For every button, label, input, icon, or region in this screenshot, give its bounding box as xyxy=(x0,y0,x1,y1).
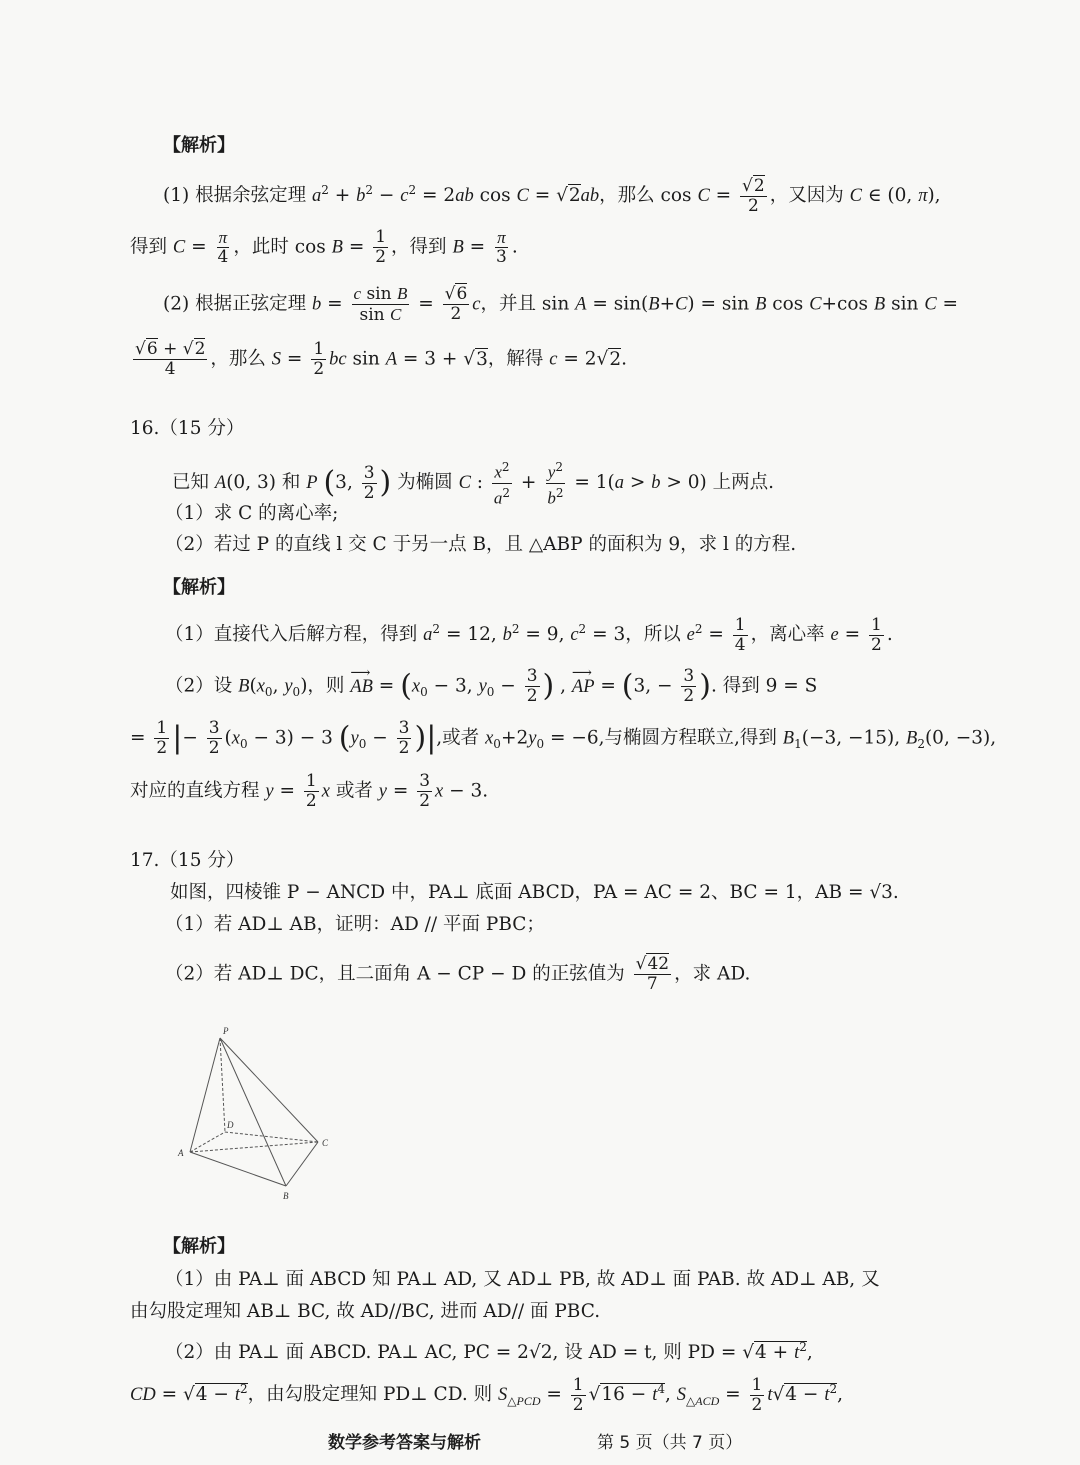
pyramid-figure xyxy=(170,1022,340,1202)
q15-sol1-line2: 得到 C = $\frac{\pi}{4}$ ，此时 cos B = $\frac{1}{2}$ ，得到 B = $\frac{\pi}{3}$ . xyxy=(130,227,518,267)
q16-part2: （2）若过 P 的直线 l 交 C 于另一点 B，且 △ABP 的面积为 9，求 l 的方程. xyxy=(165,534,797,555)
q17-sol2-line2: CD = $√4 - t^2$，由勾股定理知 PD⊥ CD. 则 $S_{\triangle PCD}$ = $\frac{1}{2}$ $√16 - t^4$, $S_{\triangle ACD}$ = $\frac{1}{2}$ $t√4 - t^2$, xyxy=(130,1374,843,1415)
q16-sol2-line2: = $\frac{1}{2}$ |− $\frac{3}{2}$ $(x_0 - 3) - 3$ ($y_0$ − $\frac{3}{2}$ )|,或者 $x_0+2y_0 = -6$,与椭圆方程联立,得到 $B_1(-3$, −15), $B_2(0$, −3), xyxy=(130,718,997,758)
q15-sol2-line1: (2) 根据正弦定理 b = $\frac{\text{c sin B}}{\text{sin C}}$ = $\frac{√6}{2}$ c，并且 sin A = sin(B+C) = sin B cos C+cos B sin C = xyxy=(163,284,959,325)
fig-label-p: P xyxy=(223,1026,229,1036)
q17-analysis-tag: 【解析】 xyxy=(163,1236,235,1257)
q16-sol1: （1）直接代入后解方程，得到 $a^2 = 12$, $b^2 = 9$, $c^2 = 3$，所以 $e^2$ = $\frac{1}{4}$ ，离心率 e = $\frac{1}{2}$ . xyxy=(165,614,893,655)
q17-sol1-line2: 由勾股定理知 AB⊥ BC, 故 AD//BC, 进而 AD// 面 PBC. xyxy=(130,1301,601,1322)
q16-stem: 已知 A(0, 3) 和 P (3, $\frac{3}{2}$ ) 为椭圆 C : $\frac{x^2}{a^2}$ + $\frac{y^2}{b^2}$ = 1(a > b > 0) 上两点. xyxy=(172,460,774,508)
q16-sol2-line3: 对应的直线方程 y = $\frac{1}{2}$ x 或者 y = $\frac{3}{2}$ x − 3. xyxy=(130,771,489,811)
q17-sol1-line1: （1）由 PA⊥ 面 ABCD 知 PA⊥ AD, 又 AD⊥ PB, 故 AD⊥ 面 PAB. 故 AD⊥ AB, 又 xyxy=(165,1269,880,1290)
fig-label-b: B xyxy=(283,1191,289,1201)
q16-part1: （1）求 C 的离心率; xyxy=(165,503,339,524)
q17-part1: （1）若 AD⊥ AB，证明：AD // 平面 PBC； xyxy=(165,914,545,935)
q16-sol2-line1: （2）设 $B(x_0$, $y_0$)，则 ⟶ AB = ($x_0 - 3$, $y_0$ − $\frac{3}{2}$ ) , ⟶ AP = (3, − $\frac{3}{2}$ ). 得到 9 = S xyxy=(165,667,817,706)
q17-sol2-line1: （2）由 PA⊥ 面 ABCD. PA⊥ AC, PC = 2√2, 设 AD = t, 则 PD = $√4 + t^2$, xyxy=(165,1340,813,1364)
fig-label-a: A xyxy=(178,1148,184,1158)
q15-analysis-tag: 【解析】 xyxy=(163,135,235,156)
q17-header: 17.（15 分） xyxy=(130,850,245,871)
q17-part2: （2）若 AD⊥ DC，且二面角 A − CP − D 的正弦值为 $\frac{√42}{7}$ ，求 AD. xyxy=(165,954,751,994)
footer-page-number: 第 5 页（共 7 页） xyxy=(597,1433,743,1453)
q15-sol1-line1: (1) 根据余弦定理 $a^2 + b^2 - c^2 = 2ab$ cos C = √2ab，那么 cos C = $\frac{√2}{2}$ ，又因为 C ∈ (0, π), xyxy=(163,175,941,216)
fig-label-c: C xyxy=(322,1138,329,1148)
fig-label-d: D xyxy=(227,1120,234,1130)
q15-sol2-line2: $\frac{√6 + √2}{4}$ ，那么 S = $\frac{1}{2}$ bc sin A = 3 + √3，解得 c = 2√2. xyxy=(135,339,628,379)
q16-analysis-tag: 【解析】 xyxy=(163,577,235,598)
q17-stem: 如图，四棱锥 P − ANCD 中，PA⊥ 底面 ABCD，PA = AC = 2、BC = 1，AB = √3. xyxy=(170,882,899,903)
footer-title: 数学参考答案与解析 xyxy=(328,1433,481,1453)
q16-header: 16.（15 分） xyxy=(130,418,245,439)
